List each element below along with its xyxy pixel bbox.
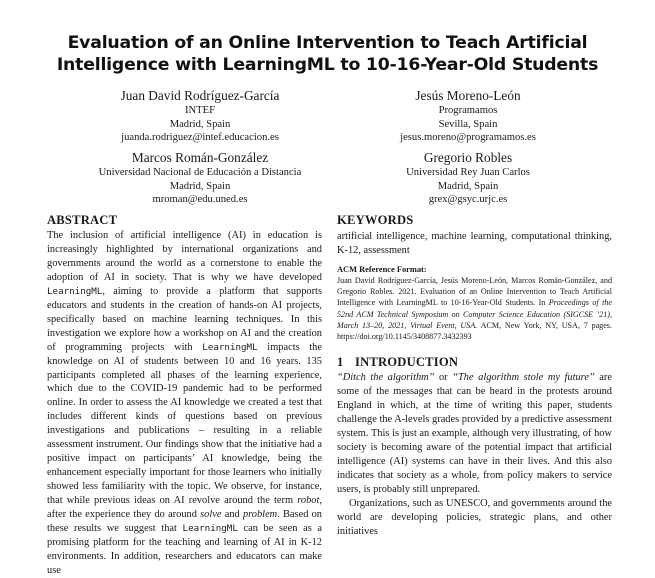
abstract-heading: ABSTRACT bbox=[47, 213, 118, 227]
author-email: grex@gsyc.urjc.es bbox=[428, 194, 508, 206]
author-name: Jesús Moreno-León bbox=[415, 88, 521, 103]
author-name: Marcos Román-González bbox=[131, 150, 269, 165]
author-block-2 bbox=[330, 88, 606, 145]
author-email: mroman@edu.uned.es bbox=[152, 194, 248, 206]
author-block-4 bbox=[330, 150, 606, 207]
author-location: Madrid, Spain bbox=[169, 118, 231, 130]
author-name: Juan David Rodríguez-García bbox=[120, 88, 280, 103]
title-line-1: Evaluation of an Online Intervention to Teach Artificial bbox=[67, 33, 588, 53]
introduction-paragraph-2: Organizations, such as UNESCO, and governments around the world are developing policies, strategic plans, and other initiatives bbox=[337, 497, 612, 537]
right-column bbox=[337, 212, 612, 539]
acm-reference-heading: ACM Reference Format: bbox=[337, 264, 427, 274]
title-line-2: Intelligence with LearningML to 10-16-Year-Old Students bbox=[56, 55, 599, 75]
author-email: jesus.moreno@programamos.es bbox=[400, 132, 536, 144]
left-column bbox=[47, 212, 322, 578]
author-block-3 bbox=[62, 150, 338, 207]
author-location: Madrid, Spain bbox=[169, 180, 231, 192]
keywords-heading: KEYWORDS bbox=[337, 213, 414, 227]
author-email: juanda.rodriguez@intef.educacion.es bbox=[121, 132, 279, 144]
author-affiliation: Universidad Rey Juan Carlos bbox=[406, 167, 530, 178]
introduction-paragraph-1: “Ditch the algorithm” or “The algorithm stole my future” are some of the messages that can be heard in the protests around England in which, at the time of writing this paper, students challenge the A-levels grades provided by a predictive assessment system. This is just an example, although very illustrating, of how society is becoming aware of the potential impact that artificial intelligence (AI) systems can have in their lives. And this also indicates that society as a whole, from policy makers to service users, is probably still unprepared. bbox=[337, 372, 612, 495]
keywords-text: artificial intelligence, machine learning, computational thinking, K-12, assessment bbox=[337, 231, 612, 256]
author-affiliation: INTEF bbox=[184, 105, 215, 116]
author-name: Gregorio Robles bbox=[423, 150, 513, 165]
author-affiliation: Universidad Nacional de Educación a Distancia bbox=[98, 167, 302, 178]
author-block-1 bbox=[62, 88, 338, 145]
author-location: Madrid, Spain bbox=[437, 180, 499, 192]
acm-reference-body: Juan David Rodríguez-García, Jesús Moreno-León, Marcos Román-González, and Gregorio Robles. 2021. Evaluation of an Online Intervention to Teach Artificial Intelligence with LearningML to 10-16-Year-Old Students. In Proceedings of the 52nd ACM Technical Symposium on Computer Science Education (SIGCSE ’21), March 13–20, 2021, Virtual Event, USA. ACM, New York, NY, USA, 7 pages. https://doi.org/10.1145/3408877.3432393 bbox=[337, 275, 613, 341]
author-location: Sevilla, Spain bbox=[438, 118, 498, 130]
abstract-body: The inclusion of artificial intelligence (AI) in education is increasingly highlighted by international organizations and governments around the world as a cornerstone to enable the adoption of AI in society. That is why we have developed LearningML, aiming to provide a platform that supports educators and students in the creation of hands-on AI projects, specifically based on machine learning techniques. In this investigation we explore how a workshop on AI and the creation of programming projects with LearningML impacts the knowledge on AI of students between 10 and 16 years. 135 participants completed all phases of the learning experience, which due to the COVID-19 pandemic had to be performed online. In order to assess the AI knowledge we created a test that includes different kinds of questions based on previous investigations and publications – resulting in a reliable assessment instrument. Our findings show that the initiative had a positive impact on participants’ AI knowledge, being the enhancement especially important for those learners who initially showed less familiarity with the topic. We observe, for instance, that while previous ideas on AI revolve around the term robot, after the experience they do around solve and problem. Based on these results we suggest that LearningML can be seen as a promising platform for the teaching and learning of AI in K-12 environments. In addition, researchers and educators can make use bbox=[47, 230, 322, 576]
author-affiliation: Programamos bbox=[438, 105, 498, 116]
paper-title bbox=[0, 32, 655, 76]
introduction-heading: 1 INTRODUCTION bbox=[337, 355, 459, 370]
